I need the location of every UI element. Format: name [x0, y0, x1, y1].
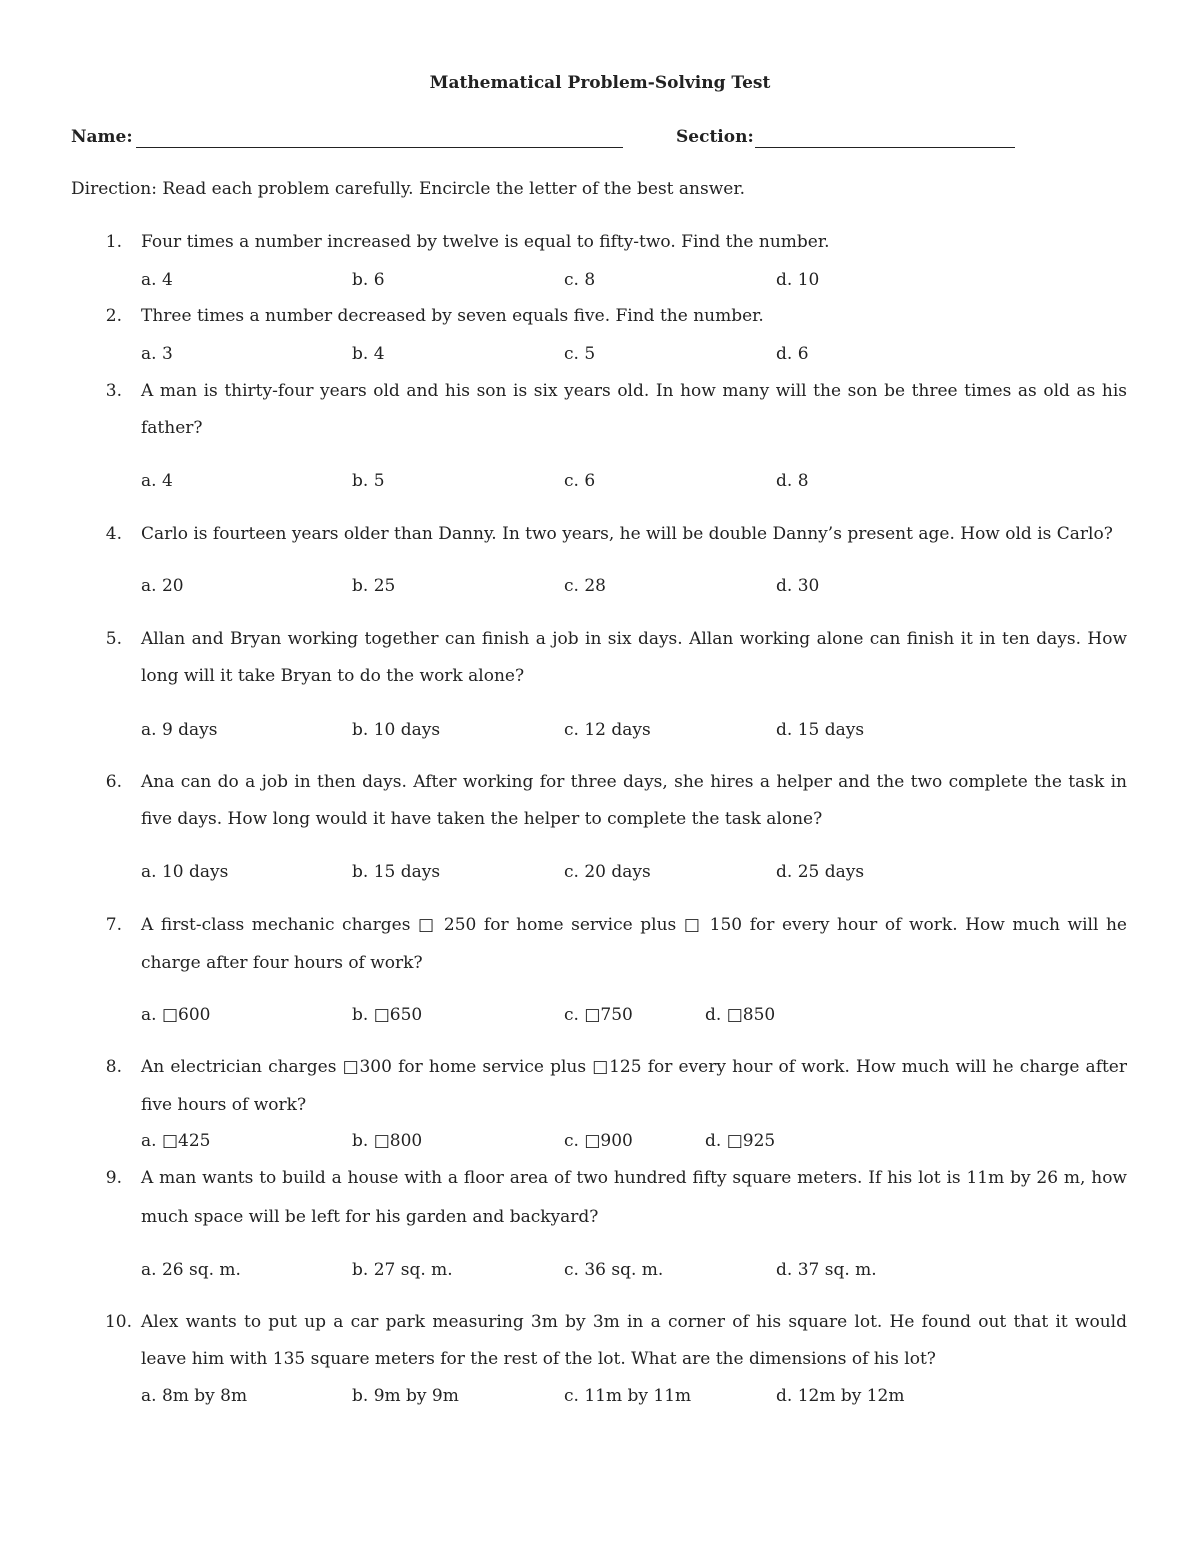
- section-blank-line[interactable]: [755, 147, 1015, 148]
- option-d[interactable]: d. 15 days: [776, 720, 865, 740]
- question-text: Carlo is fourteen years older than Danny. In two years, he will be double Danny’s present age. How old is Carlo?: [141, 524, 1113, 544]
- question-text-cont: charge after four hours of work?: [141, 953, 423, 973]
- option-a[interactable]: a. 9 days: [141, 720, 218, 740]
- option-d[interactable]: d. 37 sq. m.: [776, 1260, 877, 1280]
- option-b[interactable]: b. 27 sq. m.: [352, 1260, 453, 1280]
- question-text-cont: much space will be left for his garden and backyard?: [141, 1207, 599, 1227]
- question-number: 2.: [105, 306, 122, 326]
- option-b[interactable]: b. 9m by 9m: [352, 1386, 459, 1406]
- question-number: 3.: [105, 381, 122, 401]
- option-d[interactable]: d. 6: [776, 344, 809, 364]
- option-c[interactable]: c. 8: [564, 270, 596, 290]
- name-blank-line[interactable]: [136, 147, 623, 148]
- option-b[interactable]: b. 10 days: [352, 720, 441, 740]
- option-a[interactable]: a. □425: [141, 1131, 211, 1151]
- page-title: Mathematical Problem-Solving Test: [429, 73, 771, 93]
- question-number: 7.: [105, 915, 122, 935]
- question-text-cont: father?: [141, 418, 203, 438]
- option-a[interactable]: a. 4: [141, 270, 173, 290]
- question-number: 5.: [105, 629, 122, 649]
- question-text: Allan and Bryan working together can finish a job in six days. Allan working alone can finish it in ten days. How: [141, 629, 1127, 649]
- option-b[interactable]: b. 4: [352, 344, 385, 364]
- option-b[interactable]: b. □800: [352, 1131, 423, 1151]
- option-d[interactable]: d. 25 days: [776, 862, 865, 882]
- question-text-cont: leave him with 135 square meters for the rest of the lot. What are the dimensions of his lot?: [141, 1349, 936, 1369]
- section-label: Section:: [676, 127, 754, 147]
- option-b[interactable]: b. 25: [352, 576, 396, 596]
- option-d[interactable]: d. □925: [705, 1131, 776, 1151]
- option-c[interactable]: c. 20 days: [564, 862, 651, 882]
- option-c[interactable]: c. 5: [564, 344, 596, 364]
- option-a[interactable]: a. 26 sq. m.: [141, 1260, 241, 1280]
- option-c[interactable]: c. 28: [564, 576, 606, 596]
- option-a[interactable]: a. □600: [141, 1005, 211, 1025]
- option-d[interactable]: d. 10: [776, 270, 820, 290]
- question-text-cont: long will it take Bryan to do the work alone?: [141, 666, 525, 686]
- name-label: Name:: [71, 127, 133, 147]
- direction-text: Direction: Read each problem carefully. Encircle the letter of the best answer.: [71, 179, 745, 199]
- question-number: 1.: [105, 232, 122, 252]
- option-b[interactable]: b. 5: [352, 471, 385, 491]
- option-c[interactable]: c. 11m by 11m: [564, 1386, 692, 1406]
- question-number: 6.: [105, 772, 122, 792]
- question-text: Four times a number increased by twelve is equal to fifty-two. Find the number.: [141, 232, 830, 252]
- option-a[interactable]: a. 8m by 8m: [141, 1386, 248, 1406]
- option-d[interactable]: d. 12m by 12m: [776, 1386, 905, 1406]
- option-a[interactable]: a. 20: [141, 576, 184, 596]
- option-d[interactable]: d. □850: [705, 1005, 776, 1025]
- option-a[interactable]: a. 4: [141, 471, 173, 491]
- question-text: Three times a number decreased by seven equals five. Find the number.: [141, 306, 764, 326]
- question-text-cont: five hours of work?: [141, 1095, 307, 1115]
- question-number: 10.: [104, 1312, 132, 1332]
- question-text: A man is thirty-four years old and his son is six years old. In how many will the son be three times as old as his: [141, 381, 1127, 401]
- option-d[interactable]: d. 30: [776, 576, 820, 596]
- option-c[interactable]: c. 36 sq. m.: [564, 1260, 664, 1280]
- option-a[interactable]: a. 10 days: [141, 862, 229, 882]
- question-text: A first-class mechanic charges □ 250 for home service plus □ 150 for every hour of work. How much will he: [141, 915, 1127, 935]
- question-number: 4.: [105, 524, 122, 544]
- option-b[interactable]: b. 6: [352, 270, 385, 290]
- option-d[interactable]: d. 8: [776, 471, 809, 491]
- question-text: An electrician charges □300 for home service plus □125 for every hour of work. How much will he charge after: [141, 1057, 1127, 1077]
- question-text: A man wants to build a house with a floor area of two hundred fifty square meters. If his lot is 11m by 26 m, how: [141, 1168, 1127, 1188]
- question-number: 8.: [105, 1057, 122, 1077]
- option-b[interactable]: b. 15 days: [352, 862, 441, 882]
- option-c[interactable]: c. □900: [564, 1131, 633, 1151]
- option-c[interactable]: c. □750: [564, 1005, 633, 1025]
- question-text: Ana can do a job in then days. After working for three days, she hires a helper and the two complete the task in: [141, 772, 1127, 792]
- question-text-cont: five days. How long would it have taken the helper to complete the task alone?: [141, 809, 823, 829]
- question-text: Alex wants to put up a car park measuring 3m by 3m in a corner of his square lot. He found out that it would: [141, 1312, 1127, 1332]
- option-c[interactable]: c. 6: [564, 471, 596, 491]
- option-a[interactable]: a. 3: [141, 344, 173, 364]
- option-b[interactable]: b. □650: [352, 1005, 423, 1025]
- question-number: 9.: [105, 1168, 122, 1188]
- option-c[interactable]: c. 12 days: [564, 720, 651, 740]
